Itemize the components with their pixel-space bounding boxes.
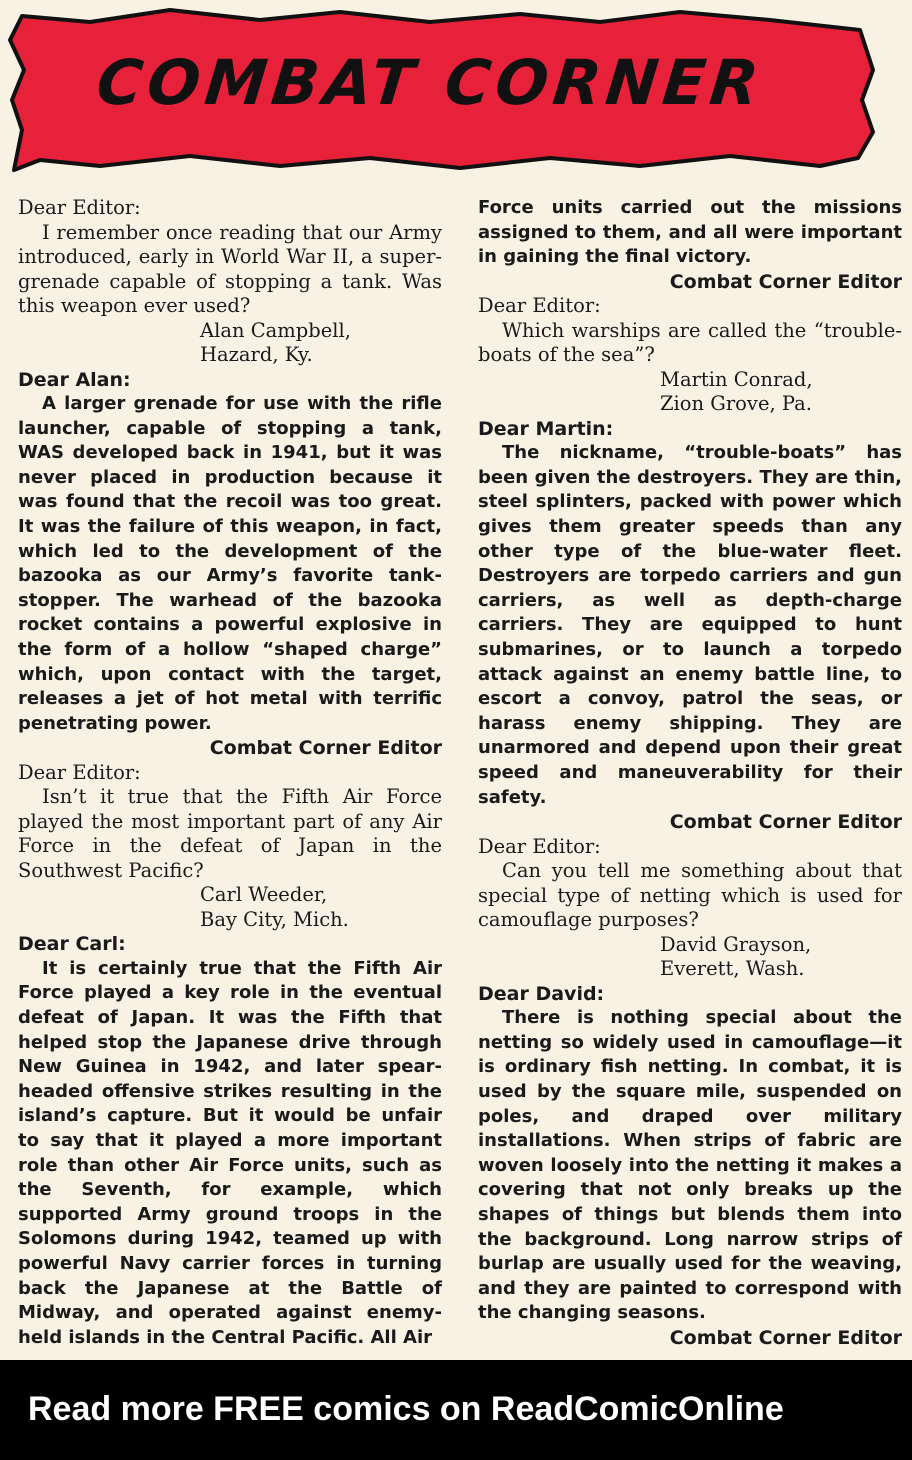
reply-body: A larger grenade for use with the rifle launcher, capable of stopping a tank, WAS developed back in 1941, but it was never placed in production because it was found that the recoil was too great. It was the failure of this weapon, in fact, which led to the development of the bazooka as our Army’s favorite tank-stopper. The warhead of the bazooka rocket contains a powerful explosive in the form of a hollow “shaped charge” which, upon contact with the target, releases a jet of hot metal with terrific penetrating power. (18, 393, 442, 734)
letter-body: Isn’t it true that the Fifth Air Force played the most important part of any Air Force in the defeat of Japan in the Southwest Pacific? (18, 785, 442, 882)
footer-banner (0, 1360, 912, 1460)
reply-greeting: Dear Martin: (478, 417, 614, 440)
letter-greeting: Dear Editor: (18, 760, 141, 784)
letter-body: I remember once reading that our Army introduced, early in World War II, a super-grenade capable of stopping a tank. Was this weapon ever used? (18, 220, 442, 317)
footer-link-text[interactable]: Read more FREE comics on ReadComicOnline (28, 1390, 784, 1428)
editor-signoff: Combat Corner Editor (209, 737, 442, 760)
reply-greeting: Dear David: (478, 982, 605, 1005)
letter-greeting: Dear Editor: (478, 834, 601, 858)
signature-name: Martin Conrad, (660, 367, 813, 391)
banner-title: COMBAT CORNER (93, 46, 767, 119)
left-column (18, 196, 442, 1350)
reply-david (478, 982, 902, 1351)
reply-body: The nickname, “trouble-boats” has been given the destroyers. They are thin, steel splinters, packed with power which gives them greater speeds than any other type of the blue-water fleet. Destroyers are torpedo carriers and gun carriers, as well as depth-charge carriers. They are equipped to hunt submarines, or to launch a torpedo attack against an enemy battle line, to escort a convoy, patrol the seas, or harass enemy shipping. They are unarmored and depend upon their great speed and maneuverability for their safety. (478, 442, 902, 808)
letter-carl-weeder (18, 761, 442, 933)
letter-greeting: Dear Editor: (478, 294, 601, 318)
reply-greeting: Dear Carl: (18, 933, 126, 956)
signature-place: Bay City, Mich. (200, 907, 349, 931)
letter-body: Which warships are called the “trouble-boats of the sea”? (478, 318, 902, 367)
reply-body: It is certainly true that the Fifth Air Force played a key role in the eventual defeat of Japan. It was the Fifth that helped stop the Japanese drive through New Guinea in 1942, and later spear-headed offensive strikes resulting in the island’s capture. But it would be unfair to say that it played a more important role than other Air Force units, such as the Seventh, for example, which supported Army ground troops in the Solomons during 1942, teamed up with powerful Navy carrier forces in turning back the Japanese at the Battle of Midway, and operated against enemy-held islands in the Central Pacific. All Air (18, 957, 442, 1348)
letter-greeting: Dear Editor: (18, 196, 141, 219)
right-column (478, 196, 902, 1350)
reply-martin (478, 417, 902, 835)
letter-martin-conrad (478, 294, 902, 417)
signature-place: Hazard, Ky. (200, 343, 313, 366)
letter-body: Can you tell me something about that special type of netting which is used for camouflage purposes? (478, 859, 902, 932)
reply-body-continued: Force units carried out the missions assigned to them, and all were important in gaining the final victory. (478, 197, 902, 268)
signature-name: David Grayson, (660, 932, 812, 956)
signature-place: Zion Grove, Pa. (660, 392, 812, 416)
reply-greeting: Dear Alan: (18, 368, 131, 391)
editor-signoff: Combat Corner Editor (669, 270, 902, 293)
reply-alan (18, 368, 442, 761)
signature-name: Alan Campbell, (200, 318, 351, 342)
reply-body: There is nothing special about the netting so widely used in camouflage—it is ordinary fish netting. In combat, it is used by the square mile, suspended on poles, and draped over military installations. When strips of fabric are woven loosely into the netting it makes a covering that not only breaks up the shapes of things but blends them into the background. Long narrow strips of burlap are usually used for the weaving, and they are painted to correspond with the changing seasons. (478, 1007, 902, 1324)
letter-alan-campbell (18, 196, 442, 368)
reply-carl (18, 932, 442, 1350)
editor-signoff: Combat Corner Editor (669, 1326, 902, 1349)
signature-place: Everett, Wash. (660, 957, 805, 981)
letter-david-grayson (478, 835, 902, 982)
reply-carl-continued (478, 196, 902, 294)
signature-name: Carl Weeder, (200, 883, 328, 907)
editor-signoff: Combat Corner Editor (669, 811, 902, 834)
